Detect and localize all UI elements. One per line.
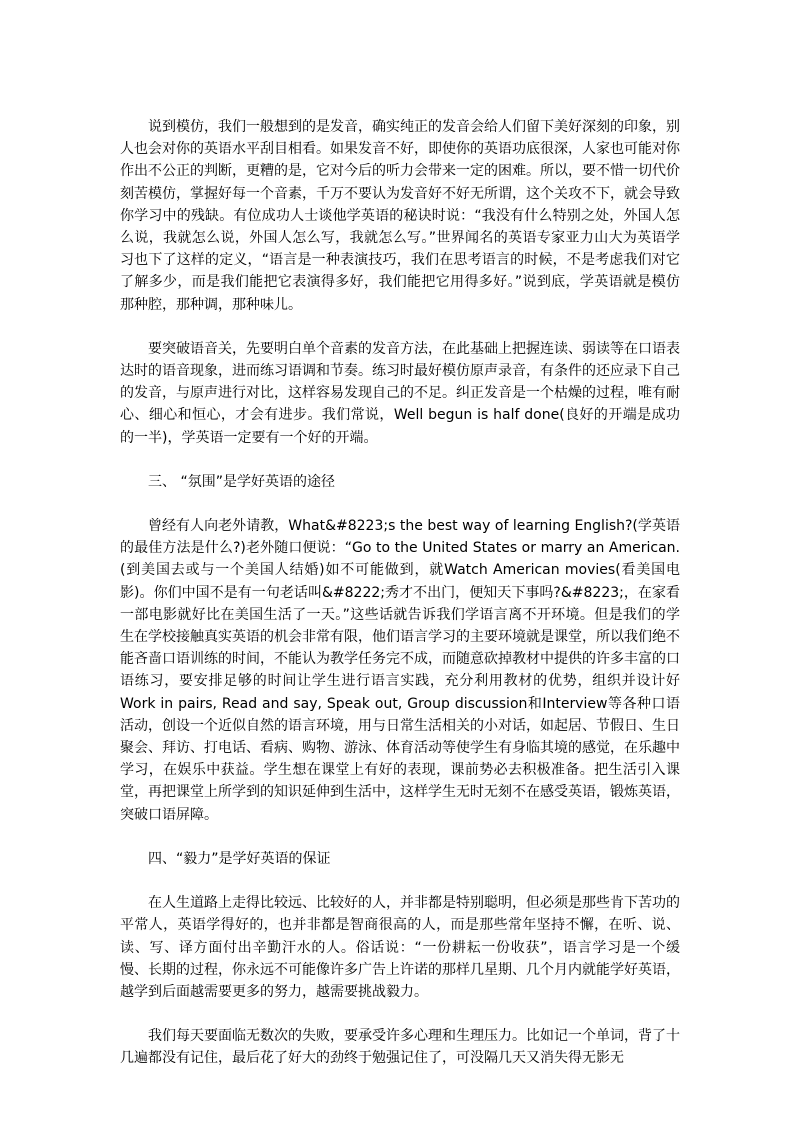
- paragraph-hard-work: 在人生道路上走得比较远、比较好的人，并非都是特别聪明，但必须是那些肯下苦功的平常人，英语学得好的，也并非都是智商很高的人，而是那些常年坚持不懈，在听、说、读、写、译方面付出辛勤汗水的人。俗话说：“一份耕耘一份收获”，语言学习是一个缓慢、长期的过程，你永远不可能像许多广告上许诺的那样几星期、几个月内就能学好英语，越学到后面越需要更多的努力，越需要挑战毅力。: [120, 895, 680, 1000]
- paragraph-spacer: [120, 449, 680, 471]
- paragraph-spacer: [120, 1003, 680, 1025]
- paragraph-daily-failures: 我们每天要面临无数次的失败，要承受许多心理和生理压力。比如记一个单词，背了十几遍都没有记住，最后花了好大的劲终于勉强记住了，可没隔几天又消失得无影无: [120, 1028, 680, 1067]
- document-page: [120, 116, 680, 1070]
- paragraph-spacer: [120, 826, 680, 848]
- paragraph-phonetics-breakthrough: 要突破语音关，先要明白单个音素的发音方法，在此基础上把握连读、弱读等在口语表达时的语音现象，进而练习语调和节奏。练习时最好模仿原声录音，有条件的还应录下自己的发音，与原声进行对比，这样容易发现自己的不足。纠正发音是一个枯燥的过程，唯有耐心、细心和恒心，才会有进步。我们常说，Well begun is half done(良好的开端是成功的一半)，学英语一定要有一个好的开端。: [120, 340, 680, 446]
- section-heading-atmosphere: 三、 “氛围”是学好英语的途径: [148, 473, 335, 490]
- paragraph-imitation-pronunciation: 说到模仿，我们一般想到的是发音，确实纯正的发音会给人们留下美好深刻的印象，别人也会对你的英语水平刮目相看。如果发音不好，即使你的英语功底很深，人家也可能对你作出不公正的判断，更糟的是，它对今后的听力会带来一定的困难。所以，要不惜一切代价刻苦模仿，掌握好每一个音素，千万不要认为发音好不好无所谓，这个关攻不下，就会导致你学习中的残缺。有位成功人士谈他学英语的秘诀时说：“我没有什么特别之处，外国人怎么说，我就怎么说，外国人怎么写，我就怎么写。”世界闻名的英语专家亚力山大为英语学习也下了这样的定义，“语言是一种表演技巧，我们在思考语言的时候，不是考虑我们对它了解多少，而是我们能把它表演得多好，我们能把它用得多好。”说到底，学英语就是模仿那种腔，那种调，那种味儿。: [120, 119, 680, 313]
- paragraph-spacer: [120, 493, 680, 515]
- paragraph-spacer: [120, 870, 680, 892]
- paragraph-spacer: [120, 316, 680, 338]
- section-heading-perseverance: 四、“毅力”是学好英语的保证: [148, 850, 331, 867]
- paragraph-language-environment: 曾经有人向老外请教，What&#8223;s the best way of learning English?(学英语的最佳方法是什么?)老外随口便说：“Go to the United States or marry an American.(到美国去或与一个美国人结婚)如不可能做到，就Watch American movies(看美国电影)。你们中国不是有一句老话叫&#8222;秀才不出门，便知天下事吗?&#8223;，在家看一部电影就好比在美国生活了一天。”这些话就告诉我们学语言离不开环境。但是我们的学生在学校接触真实英语的机会非常有限，他们语言学习的主要环境就是课堂，所以我们绝不能吝啬口语训练的时间，不能认为教学任务完不成，而随意砍掉教材中提供的许多丰富的口语练习，要安排足够的时间让学生进行语言实践，充分利用教材的优势，组织并设计好Work in pairs, Read and say, Speak out, Group discussion和Interview等各种口语活动，创设一个近似自然的语言环境，用与日常生活相关的小对话，如起居、节假日、生日聚会、拜访、打电话、看病、购物、游泳、体育活动等使学生有身临其境的感觉，在乐趣中学习，在娱乐中获益。学生想在课堂上有好的表现，课前势必去积极准备。把生活引入课堂，再把课堂上所学到的知识延伸到生活中，这样学生无时无刻不在感受英语，锻炼英语，突破口语屏障。: [120, 518, 680, 823]
